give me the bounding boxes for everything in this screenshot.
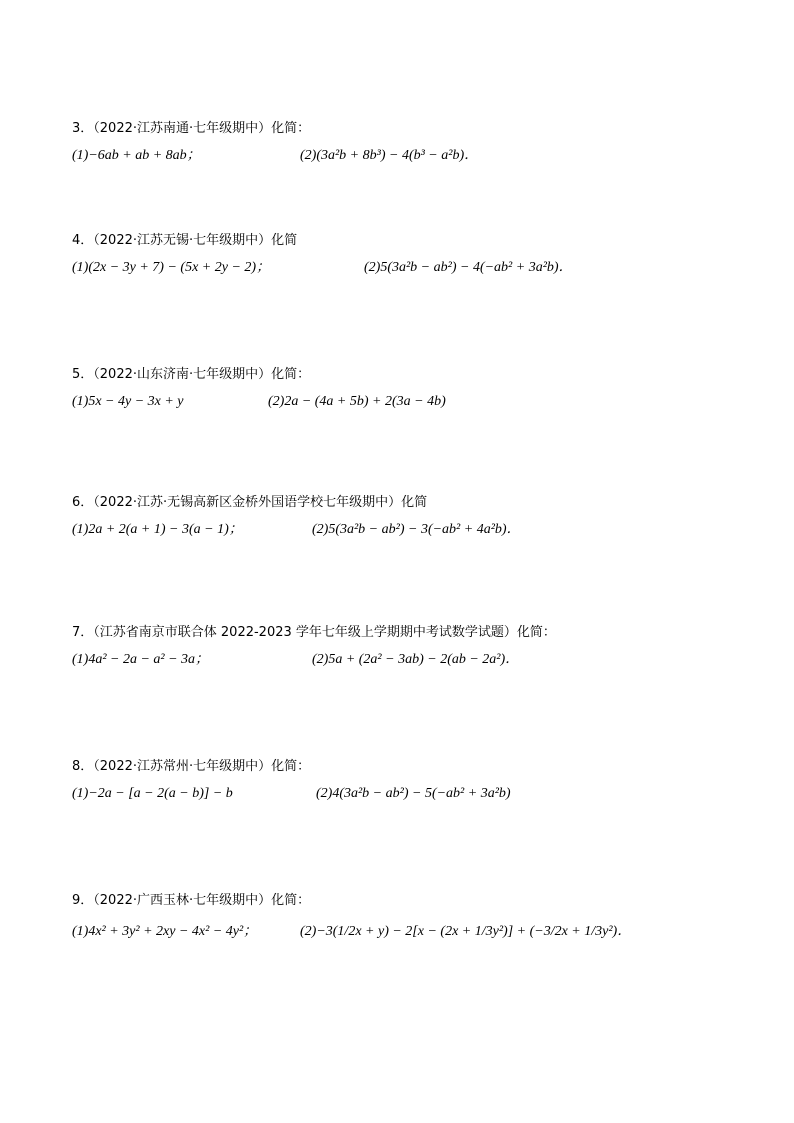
part-2-expression: (2)5a + (2a² − 3ab) − 2(ab − 2a²)． (312, 652, 520, 667)
problem-parts (72, 146, 772, 180)
problem-heading: 4．（2022·江苏无锡·七年级期中）化简 (72, 233, 298, 248)
problem-heading: 3．（2022·江苏南通·七年级期中）化简： (72, 121, 311, 136)
part-1-expression: (1)−6ab + ab + 8ab； (72, 148, 201, 163)
part-1-expression: (1)5x − 4y − 3x + y (72, 394, 184, 409)
part-2-expression: (2)5(3a²b − ab²) − 4(−ab² + 3a²b)． (364, 260, 573, 275)
part-1-expression: (1)(2x − 3y + 7) − (5x + 2y − 2)； (72, 260, 271, 275)
part-2-expression: (2)2a − (4a + 5b) + 2(3a − 4b) (268, 394, 446, 409)
problem-9 (72, 892, 772, 952)
problem-4 (72, 232, 772, 292)
part-2-expression: (2)(3a²b + 8b³) − 4(b³ − a²b)． (300, 148, 479, 163)
problem-5 (72, 366, 772, 426)
part-1-expression: (1)2a + 2(a + 1) − 3(a − 1)； (72, 522, 243, 537)
problem-parts (72, 520, 772, 554)
problem-heading: 7．（江苏省南京市联合体 2022-2023 学年七年级上学期期中考试数学试题）化简： (72, 625, 556, 640)
problem-3 (72, 120, 772, 180)
problem-heading: 9．（2022·广西玉林·七年级期中）化简： (72, 893, 311, 908)
part-1-expression: (1)4a² − 2a − a² − 3a； (72, 652, 210, 667)
part-1-expression: (1)4x² + 3y² + 2xy − 4x² − 4y²； (72, 924, 258, 939)
problem-6 (72, 494, 772, 554)
part-2-expression: (2)4(3a²b − ab²) − 5(−ab² + 3a²b) (316, 786, 511, 801)
problem-heading: 6．（2022·江苏·无锡高新区金桥外国语学校七年级期中）化简 (72, 495, 428, 510)
part-1-expression: (1)−2a − [a − 2(a − b)] − b (72, 786, 233, 801)
problem-7 (72, 624, 772, 684)
problem-8 (72, 758, 772, 818)
problem-heading: 5．（2022·山东济南·七年级期中）化简： (72, 367, 311, 382)
part-2-expression: (2)−3(1/2x + y) − 2[x − (2x + 1/3y²)] + (−3/2x + 1/3y²)． (300, 924, 632, 939)
problem-parts (72, 784, 772, 818)
part-2-expression: (2)5(3a²b − ab²) − 3(−ab² + 4a²b)． (312, 522, 521, 537)
problem-heading: 8．（2022·江苏常州·七年级期中）化简： (72, 759, 311, 774)
problem-parts (72, 650, 772, 684)
problem-parts (72, 392, 772, 426)
problem-parts (72, 918, 772, 952)
problem-parts (72, 258, 772, 292)
